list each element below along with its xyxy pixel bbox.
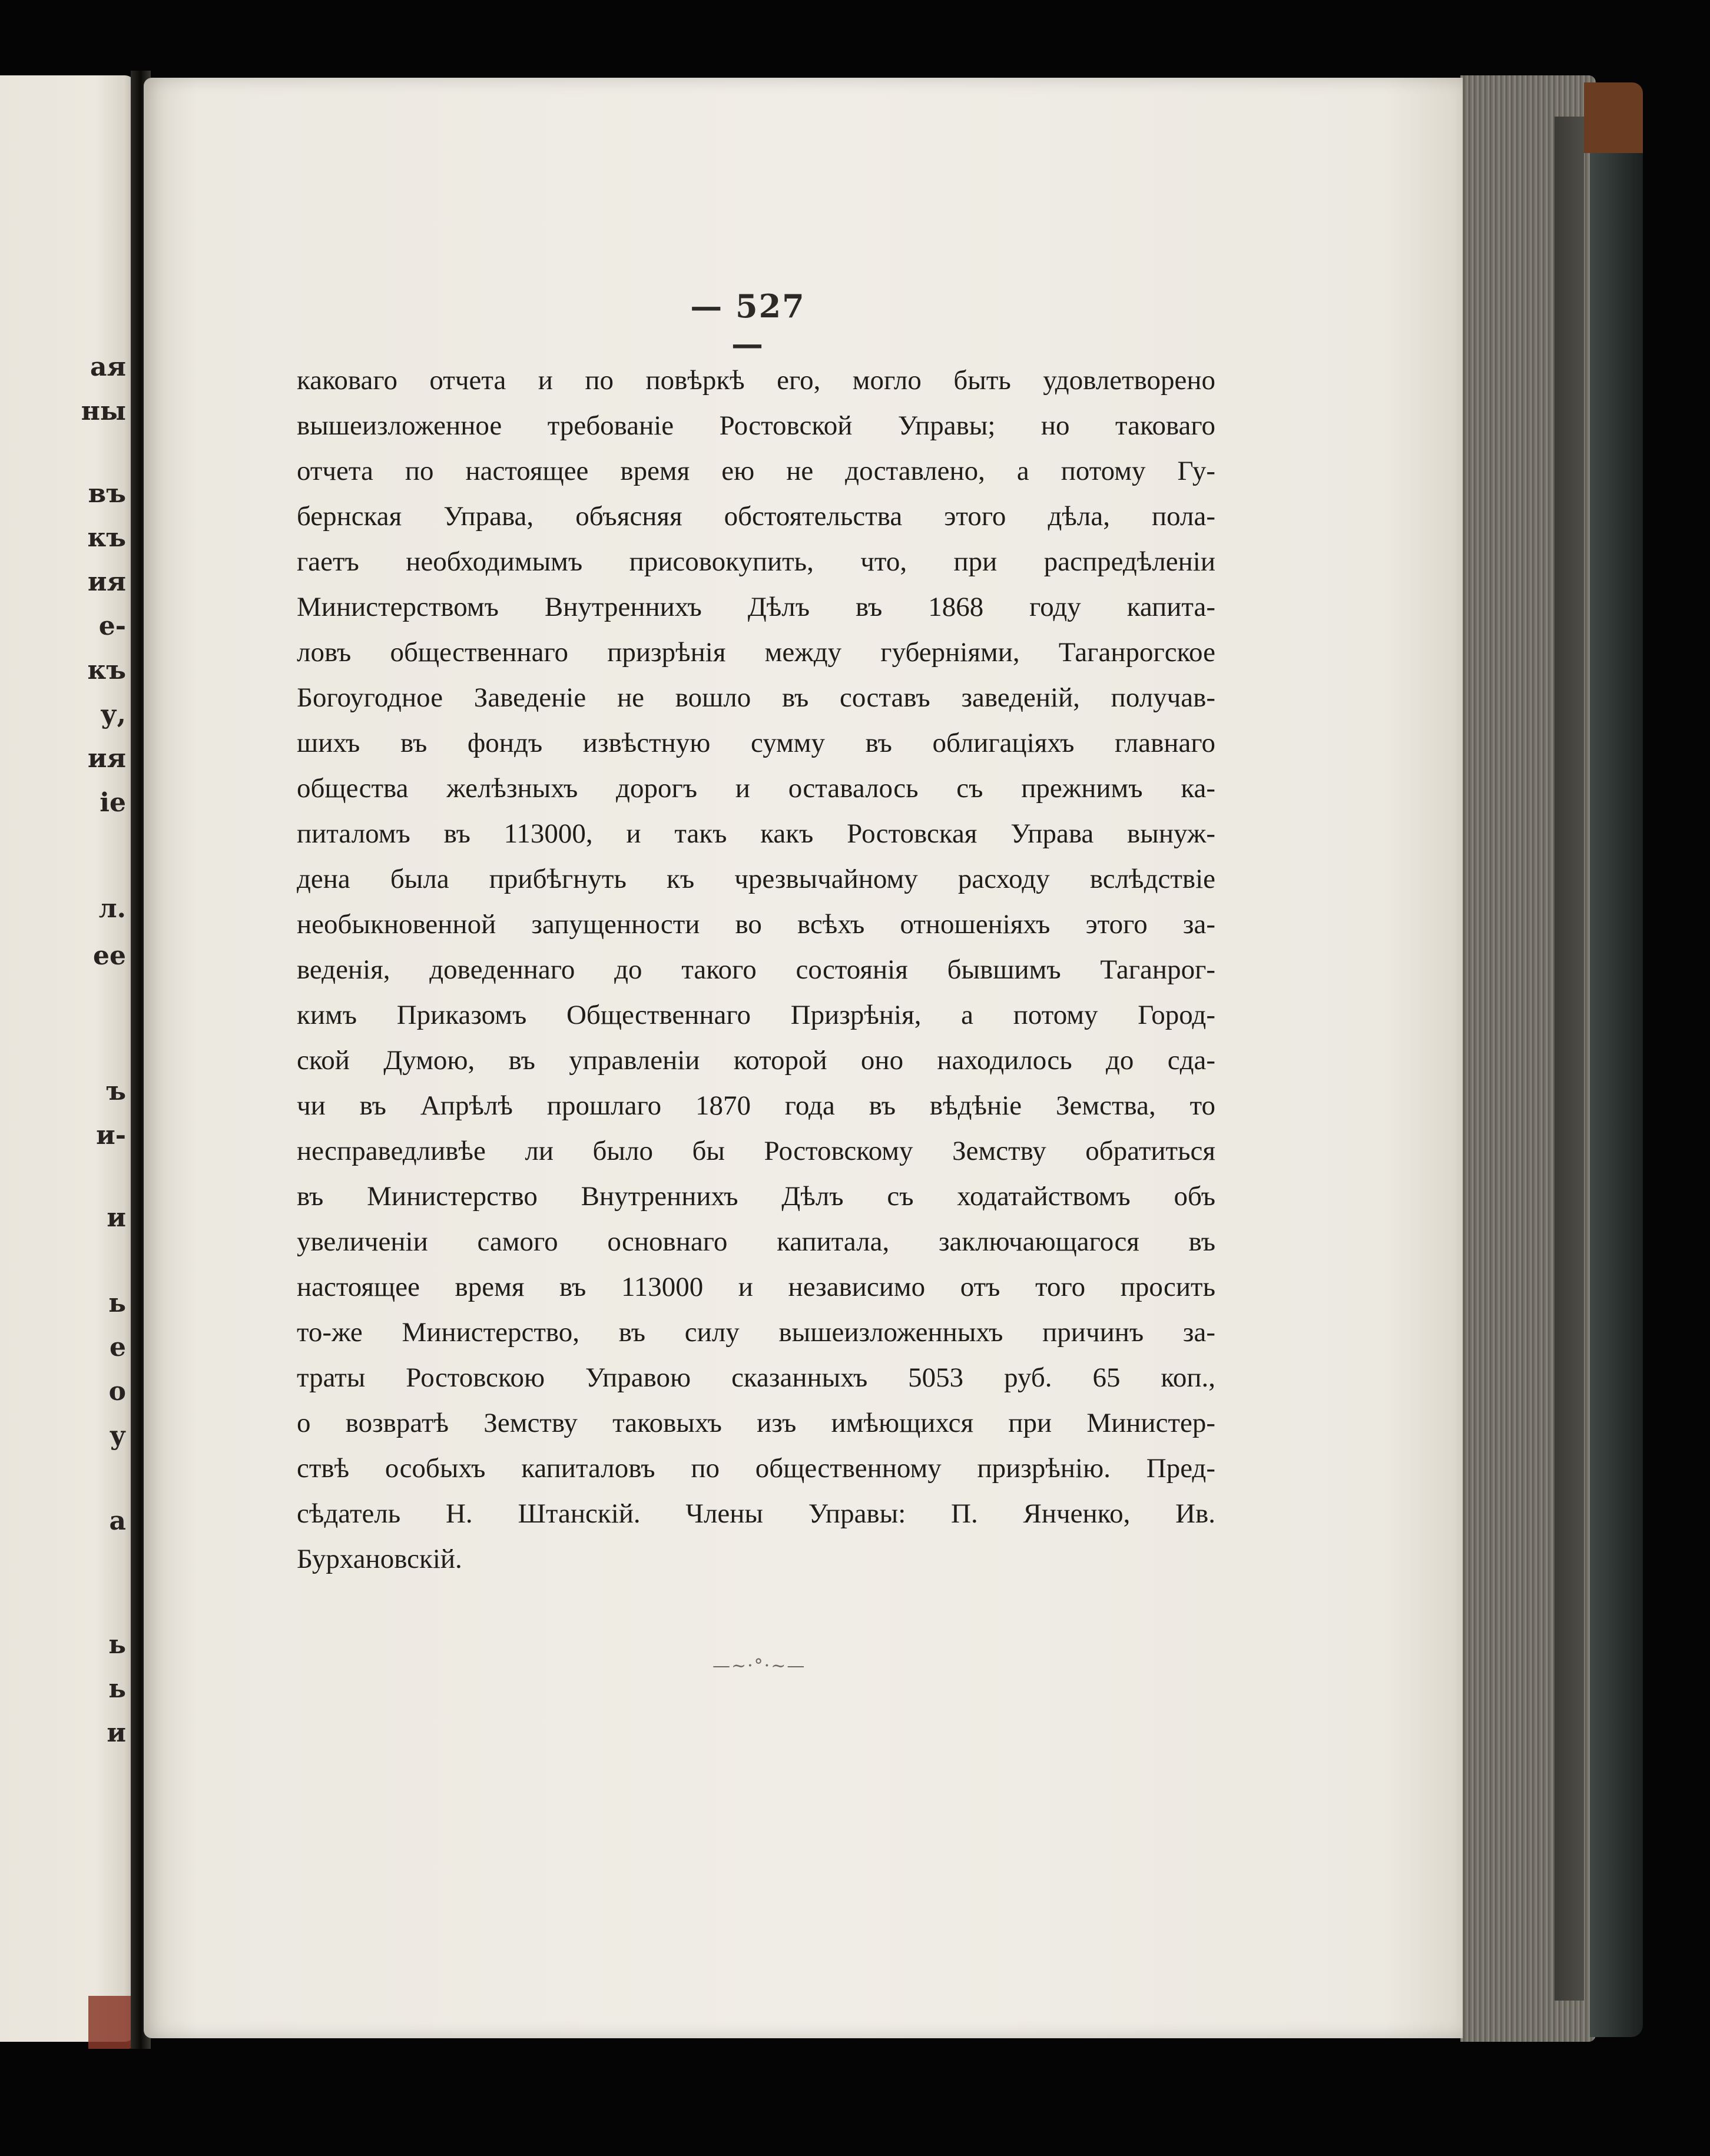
text-line: ствѣ особыхъ капиталовъ по общественному призрѣнію. Пред-: [297, 1453, 1215, 1484]
text-line: питаломъ въ 113000, и такъ какъ Ростовская Управа вынуж-: [297, 818, 1215, 849]
text-line: ловъ общественнаго призрѣнія между губерніями, Таганрогское: [297, 637, 1215, 668]
left-page-fragment: ъ: [106, 1076, 126, 1106]
text-line: шихъ въ фондъ извѣстную сумму въ облигаціяхъ главнаго: [297, 728, 1215, 758]
left-page-fragment: къ: [87, 523, 126, 553]
left-page-fragment: е-: [98, 611, 126, 641]
left-page-fragment: е: [110, 1332, 126, 1362]
text-line: то-же Министерство, въ силу вышеизложенныхъ причинъ за-: [297, 1317, 1215, 1348]
text-line: каковаго отчета и по повѣркѣ его, могло быть удовлетворено: [297, 365, 1215, 396]
text-line: необыкновенной запущенности во всѣхъ отношеніяхъ этого за-: [297, 909, 1215, 940]
text-line: ской Думою, въ управленіи которой оно находилось до сда-: [297, 1045, 1215, 1076]
text-line: сѣдатель Н. Штанскій. Члены Управы: П. Янченко, Ив.: [297, 1498, 1215, 1529]
left-page-fragment: и-: [96, 1120, 126, 1150]
text-line: о возвратѣ Земству таковыхъ изъ имѣющихся при Министер-: [297, 1408, 1215, 1438]
text-line: Министерствомъ Внутреннихъ Дѣлъ въ 1868 году капита-: [297, 592, 1215, 622]
left-page-fragment: ия: [87, 744, 126, 774]
left-page-fragment: іе: [100, 788, 126, 818]
text-line: вышеизложенное требованіе Ростовской Управы; но таковаго: [297, 410, 1215, 441]
text-line: общества желѣзныхъ дорогъ и оставалось съ прежнимъ ка-: [297, 773, 1215, 804]
body-text: [297, 358, 1215, 1582]
left-page-fragment: ия: [87, 567, 126, 597]
text-line: дена была прибѣгнуть къ чрезвычайному расходу вслѣдствіе: [297, 864, 1215, 894]
left-page-fragment: о: [108, 1376, 126, 1407]
text-line: въ Министерство Внутреннихъ Дѣлъ съ ходатайствомъ объ: [297, 1181, 1215, 1212]
left-page-fragment: а: [109, 1506, 126, 1536]
left-facing-page: [0, 75, 135, 2042]
end-ornament: —~·°·~—: [712, 1656, 806, 1676]
book-cover: [1590, 82, 1643, 2037]
left-page-fragment: ая: [90, 352, 126, 382]
cover-corner: [1584, 82, 1643, 153]
left-page-fragment: ь: [108, 1674, 126, 1704]
text-line: бернская Управа, объясняя обстоятельства этого дѣла, пола-: [297, 501, 1215, 532]
text-line: настоящее время въ 113000 и независимо отъ того просить: [297, 1272, 1215, 1302]
left-page-fragment: въ: [88, 479, 126, 509]
left-page-fragment: л.: [98, 894, 126, 924]
text-line: гаетъ необходимымъ присовокупить, что, при распредѣленіи: [297, 546, 1215, 577]
left-page-fragment: и: [107, 1203, 126, 1233]
text-line: чи въ Апрѣлѣ прошлаго 1870 года въ вѣдѣніе Земства, то: [297, 1090, 1215, 1121]
left-cover-edge: [88, 1996, 135, 2049]
left-page-fragment: ь: [108, 1630, 126, 1660]
left-page-fragment: ны: [81, 396, 126, 426]
text-line: увеличеніи самого основнаго капитала, заключающагося въ: [297, 1226, 1215, 1257]
text-line: веденія, доведеннаго до такого состоянія бывшимъ Таганрог-: [297, 954, 1215, 985]
left-page-fragment: ь: [108, 1288, 126, 1318]
page-block-edge: [1460, 75, 1596, 2042]
text-line: отчета по настоящее время ею не доставлено, а потому Гу-: [297, 456, 1215, 486]
left-page-fragment: къ: [87, 655, 126, 685]
text-line: несправедливѣе ли было бы Ростовскому Земству обратиться: [297, 1136, 1215, 1166]
text-line: кимъ Приказомъ Общественнаго Призрѣнія, а потому Город-: [297, 1000, 1215, 1030]
left-page-fragment: у,: [100, 699, 126, 729]
text-line: Бурхановскій.: [297, 1544, 462, 1574]
left-page-fragment: у: [109, 1421, 126, 1451]
left-page-fragment: ее: [93, 941, 126, 971]
text-line: Богоугодное Заведеніе не вошло въ составъ заведеній, получав-: [297, 682, 1215, 713]
text-line: траты Ростовскою Управою сказанныхъ 5053 руб. 65 коп.,: [297, 1362, 1215, 1393]
left-page-fragment: и: [107, 1718, 126, 1748]
page-number: — 527 —: [690, 287, 806, 363]
